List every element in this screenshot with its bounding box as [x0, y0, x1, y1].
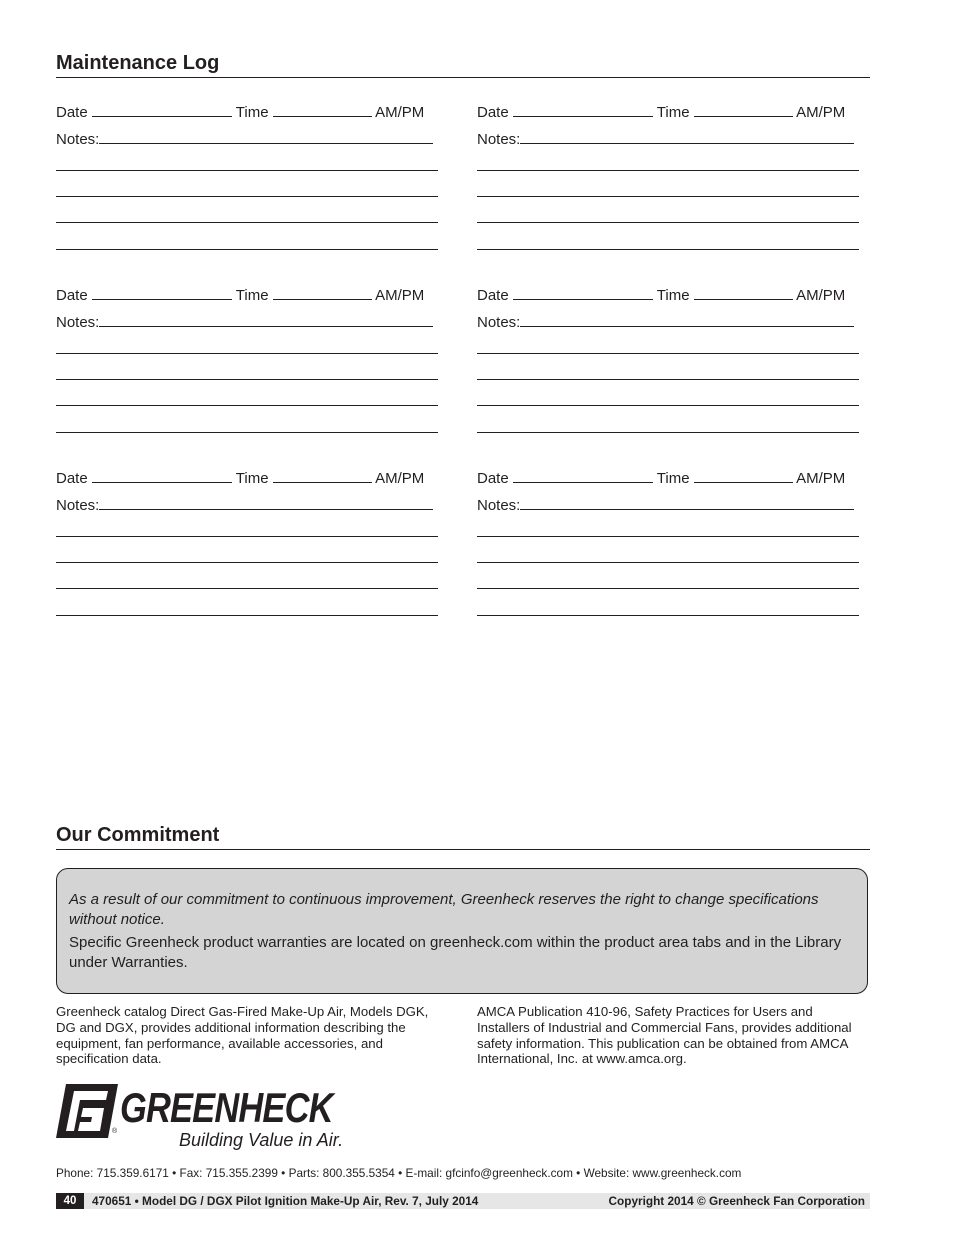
log-entry: [477, 287, 867, 457]
notes-row: [56, 497, 433, 514]
ampm-label: AM/PM: [796, 470, 846, 487]
log-entry: [477, 104, 867, 274]
notes-line[interactable]: [477, 432, 859, 433]
time-label: Time: [656, 287, 690, 304]
notes-label: Notes:: [477, 497, 521, 514]
notes-field[interactable]: [99, 314, 433, 327]
log-entry: [56, 287, 446, 457]
notes-line[interactable]: [56, 222, 438, 223]
logo-wordmark: GREENHECK: [120, 1084, 333, 1131]
date-field[interactable]: [513, 104, 653, 117]
notes-row: [56, 314, 433, 331]
notes-line[interactable]: [56, 615, 438, 616]
time-field[interactable]: [273, 104, 372, 117]
notes-line[interactable]: [56, 588, 438, 589]
time-field[interactable]: [273, 470, 372, 483]
date-field[interactable]: [92, 104, 232, 117]
notes-label: Notes:: [56, 131, 100, 148]
document-info: 470651 • Model DG / DGX Pilot Ignition Make-Up Air, Rev. 7, July 2014: [92, 1194, 479, 1208]
notes-line[interactable]: [477, 222, 859, 223]
notes-field[interactable]: [520, 314, 854, 327]
registered-mark: ®: [112, 1128, 118, 1135]
notes-line[interactable]: [477, 405, 859, 406]
section-divider: [56, 849, 870, 850]
notes-line[interactable]: [56, 379, 438, 380]
date-time-row: [56, 104, 424, 121]
notes-line[interactable]: [56, 196, 438, 197]
notes-line[interactable]: [477, 353, 859, 354]
date-label: Date: [477, 470, 509, 487]
warranty-statement: Specific Greenheck product warranties are located on greenheck.com within the product area tabs and in the Library under Warranties.: [69, 934, 842, 971]
date-label: Date: [56, 470, 88, 487]
date-field[interactable]: [513, 470, 653, 483]
time-label: Time: [235, 470, 269, 487]
notes-line[interactable]: [56, 249, 438, 250]
ampm-label: AM/PM: [375, 287, 425, 304]
notes-row: [56, 131, 433, 148]
time-label: Time: [656, 470, 690, 487]
log-entry: [56, 470, 446, 640]
notes-field[interactable]: [99, 497, 433, 510]
section-divider: [56, 77, 870, 78]
notes-line[interactable]: [56, 170, 438, 171]
our-commitment-title: Our Commitment: [56, 824, 220, 846]
greenheck-mark-icon: [56, 1084, 118, 1138]
time-field[interactable]: [694, 287, 793, 300]
notes-line[interactable]: [477, 196, 859, 197]
date-time-row: [477, 287, 845, 304]
ampm-label: AM/PM: [375, 104, 425, 121]
date-field[interactable]: [92, 287, 232, 300]
notes-row: [477, 131, 854, 148]
date-time-row: [477, 104, 845, 121]
logo-tagline: Building Value in Air.: [179, 1130, 344, 1150]
amca-info: AMCA Publication 410-96, Safety Practices for Users and Installers of Industrial and Commercial Fans, provides additional safety information. This publication can be obtained from AMCA International, Inc. at www.amca.org.: [477, 1004, 852, 1067]
notes-line[interactable]: [477, 588, 859, 589]
greenheck-logo: [56, 1082, 346, 1154]
notes-line[interactable]: [477, 249, 859, 250]
notes-row: [477, 314, 854, 331]
page-number: 40: [56, 1193, 84, 1209]
notes-line[interactable]: [477, 170, 859, 171]
ampm-label: AM/PM: [796, 104, 846, 121]
date-time-row: [56, 287, 424, 304]
date-field[interactable]: [513, 287, 653, 300]
time-label: Time: [235, 287, 269, 304]
catalog-info: Greenheck catalog Direct Gas-Fired Make-Up Air, Models DGK, DG and DGX, provides additional information describing the equipment, fan performance, available accessories, and specification data.: [56, 1004, 429, 1067]
date-time-row: [477, 470, 845, 487]
date-label: Date: [477, 104, 509, 121]
notes-row: [477, 497, 854, 514]
notes-line[interactable]: [477, 615, 859, 616]
notes-label: Notes:: [56, 314, 100, 331]
commitment-box: [56, 868, 868, 994]
notes-field[interactable]: [520, 497, 854, 510]
notes-line[interactable]: [477, 379, 859, 380]
notes-field[interactable]: [520, 131, 854, 144]
date-label: Date: [477, 287, 509, 304]
copyright: Copyright 2014 © Greenheck Fan Corporation: [608, 1194, 865, 1208]
commitment-statement: As a result of our commitment to continuous improvement, Greenheck reserves the right to change specifications without notice.: [69, 891, 819, 928]
date-time-row: [56, 470, 424, 487]
log-entry: [56, 104, 446, 274]
maintenance-log-title: Maintenance Log: [56, 52, 220, 74]
notes-line[interactable]: [56, 562, 438, 563]
notes-label: Notes:: [56, 497, 100, 514]
log-entry: [477, 470, 867, 640]
contact-info: Phone: 715.359.6171 • Fax: 715.355.2399 • Parts: 800.355.5354 • E-mail: gfcinfo@greenheck.com • Website: www.greenheck.com: [56, 1166, 742, 1180]
notes-line[interactable]: [56, 405, 438, 406]
time-field[interactable]: [694, 104, 793, 117]
date-label: Date: [56, 287, 88, 304]
time-field[interactable]: [273, 287, 372, 300]
date-label: Date: [56, 104, 88, 121]
date-field[interactable]: [92, 470, 232, 483]
notes-line[interactable]: [477, 562, 859, 563]
ampm-label: AM/PM: [796, 287, 846, 304]
notes-field[interactable]: [99, 131, 433, 144]
notes-line[interactable]: [56, 432, 438, 433]
notes-line[interactable]: [56, 353, 438, 354]
notes-label: Notes:: [477, 314, 521, 331]
notes-label: Notes:: [477, 131, 521, 148]
time-label: Time: [656, 104, 690, 121]
ampm-label: AM/PM: [375, 470, 425, 487]
time-field[interactable]: [694, 470, 793, 483]
notes-line[interactable]: [56, 536, 438, 537]
time-label: Time: [235, 104, 269, 121]
notes-line[interactable]: [477, 536, 859, 537]
